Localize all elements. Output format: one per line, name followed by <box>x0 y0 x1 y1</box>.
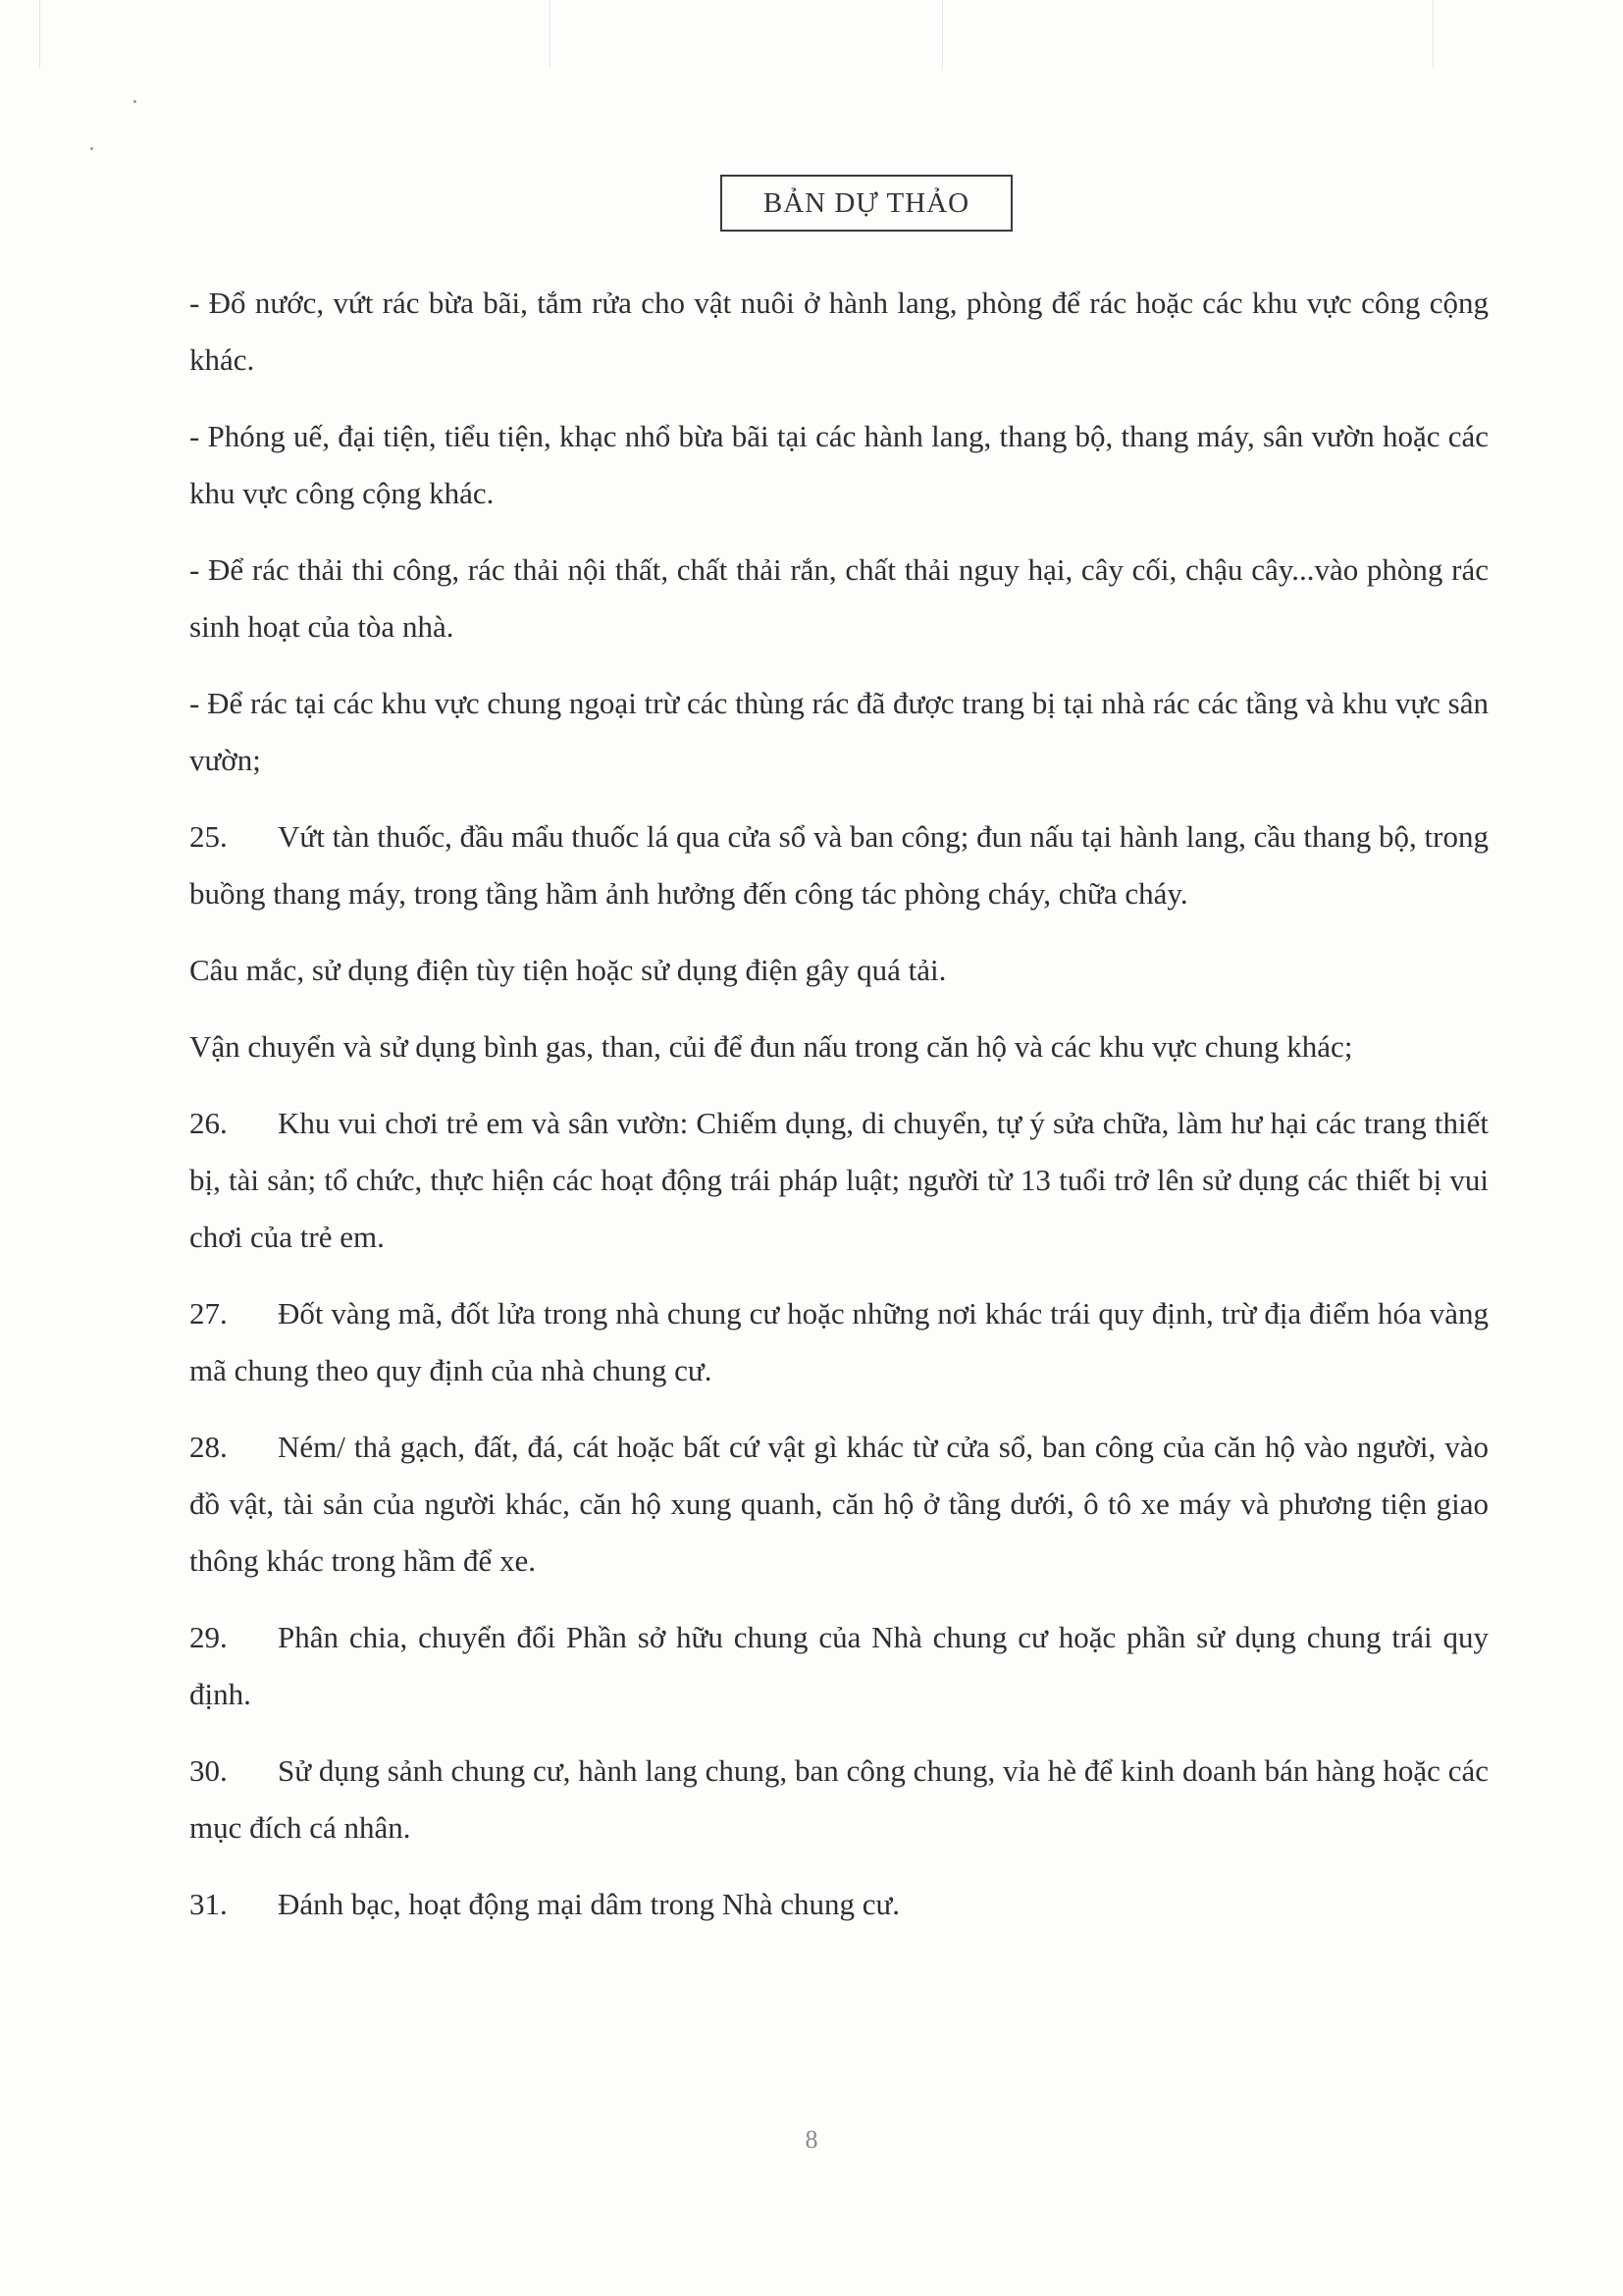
paragraph-text: Câu mắc, sử dụng điện tùy tiện hoặc sử dụng điện gây quá tải. <box>189 953 947 987</box>
paragraph-text: Vứt tàn thuốc, đầu mẩu thuốc lá qua cửa sổ và ban công; đun nấu tại hành lang, cầu thang bộ, trong buồng thang máy, trong tầng hầm ảnh hưởng đến công tác phòng cháy, chữa cháy. <box>189 819 1489 911</box>
scan-artifact <box>39 0 40 69</box>
scan-artifact <box>133 100 136 103</box>
paragraph-item-30 <box>189 1743 1489 1856</box>
scan-artifact <box>942 0 943 69</box>
paragraph-text: - Để rác thải thi công, rác thải nội thất, chất thải rắn, chất thải nguy hại, cây cối, chậu cây...vào phòng rác sinh hoạt của tòa nhà. <box>189 552 1489 644</box>
paragraph-text: Đốt vàng mã, đốt lửa trong nhà chung cư hoặc những nơi khác trái quy định, trừ địa điểm hóa vàng mã chung theo quy định của nhà chung cư. <box>189 1296 1489 1387</box>
paragraph-text: Sử dụng sảnh chung cư, hành lang chung, ban công chung, vỉa hè để kinh doanh bán hàng hoặc các mục đích cá nhân. <box>189 1753 1489 1845</box>
paragraph <box>189 542 1489 655</box>
paragraph <box>189 942 1489 999</box>
item-number: 29. <box>189 1620 228 1654</box>
paragraph <box>189 1018 1489 1075</box>
paragraph <box>189 408 1489 522</box>
paragraph-item-28 <box>189 1419 1489 1590</box>
paragraph-text: - Đổ nước, vứt rác bừa bãi, tắm rửa cho vật nuôi ở hành lang, phòng để rác hoặc các khu vực công cộng khác. <box>189 286 1489 377</box>
scan-artifact <box>90 147 93 150</box>
scan-artifact <box>1433 0 1434 69</box>
paragraph-item-29 <box>189 1609 1489 1723</box>
paragraph-item-26 <box>189 1095 1489 1266</box>
item-number: 26. <box>189 1106 228 1140</box>
page-number: 8 <box>805 2125 818 2154</box>
item-number: 31. <box>189 1887 228 1921</box>
paragraph <box>189 675 1489 789</box>
item-number: 30. <box>189 1753 228 1788</box>
paragraph-text: - Phóng uế, đại tiện, tiểu tiện, khạc nhổ bừa bãi tại các hành lang, thang bộ, thang máy, sân vườn hoặc các khu vực công cộng khác. <box>189 419 1489 510</box>
draft-stamp: BẢN DỰ THẢO <box>720 175 1013 232</box>
paragraph-text: Đánh bạc, hoạt động mại dâm trong Nhà chung cư. <box>278 1887 901 1921</box>
document-body <box>189 275 1489 1953</box>
paragraph <box>189 275 1489 389</box>
paragraph-item-27 <box>189 1285 1489 1399</box>
paragraph-text: Vận chuyển và sử dụng bình gas, than, củi để đun nấu trong căn hộ và các khu vực chung khác; <box>189 1029 1353 1064</box>
paragraph-item-25 <box>189 809 1489 922</box>
paragraph-text: - Để rác tại các khu vực chung ngoại trừ các thùng rác đã được trang bị tại nhà rác các tầng và khu vực sân vườn; <box>189 686 1489 777</box>
item-number: 25. <box>189 819 228 854</box>
item-number: 27. <box>189 1296 228 1331</box>
paragraph-text: Khu vui chơi trẻ em và sân vườn: Chiếm dụng, di chuyển, tự ý sửa chữa, làm hư hại các trang thiết bị, tài sản; tổ chức, thực hiện các hoạt động trái pháp luật; người từ 13 tuổi trở lên sử dụng các thiết bị vui chơi của trẻ em. <box>189 1106 1489 1254</box>
paragraph-text: Ném/ thả gạch, đất, đá, cát hoặc bất cứ vật gì khác từ cửa sổ, ban công của căn hộ vào người, vào đồ vật, tài sản của người khác, căn hộ xung quanh, căn hộ ở tầng dưới, ô tô xe máy và phương tiện giao thông khác trong hầm để xe. <box>189 1430 1489 1578</box>
paragraph-item-31 <box>189 1876 1489 1933</box>
paragraph-text: Phân chia, chuyển đổi Phần sở hữu chung của Nhà chung cư hoặc phần sử dụng chung trái quy định. <box>189 1620 1489 1711</box>
item-number: 28. <box>189 1430 228 1464</box>
